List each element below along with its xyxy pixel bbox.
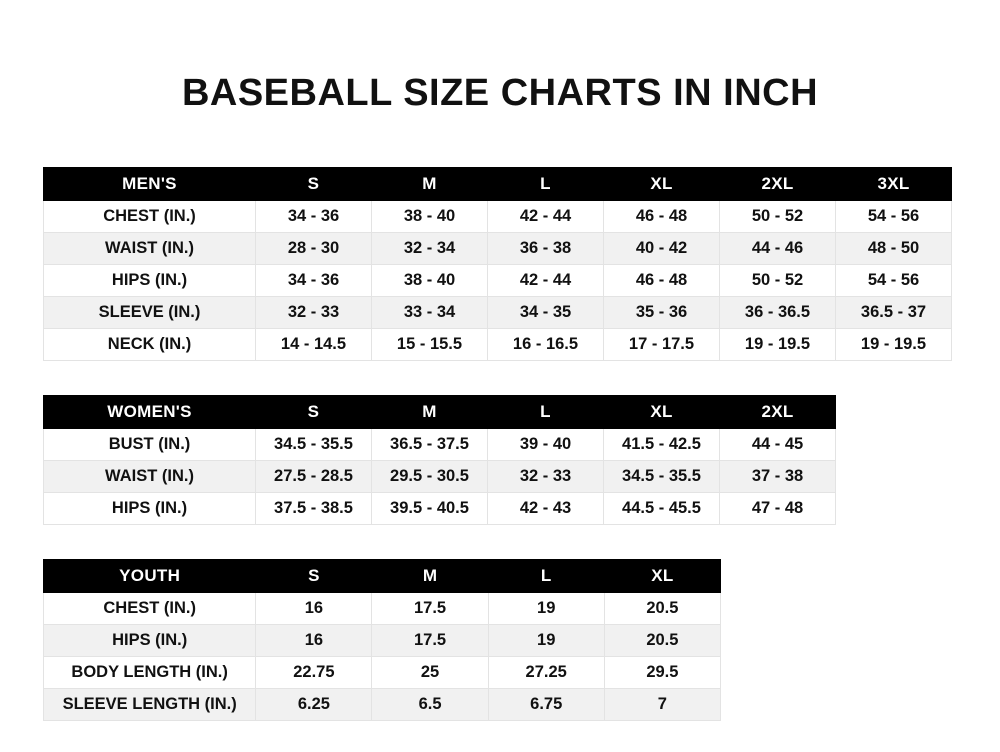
row-label: HIPS (IN.) bbox=[44, 625, 256, 657]
table-row bbox=[44, 265, 952, 297]
table-cell: 50 - 52 bbox=[720, 265, 836, 297]
row-label: CHEST (IN.) bbox=[44, 593, 256, 625]
column-header: WOMEN'S bbox=[44, 396, 256, 429]
column-header: M bbox=[372, 168, 488, 201]
table-cell: 6.75 bbox=[488, 689, 604, 721]
table-cell: 6.5 bbox=[372, 689, 488, 721]
table-header-row bbox=[44, 560, 721, 593]
table-cell: 17 - 17.5 bbox=[604, 329, 720, 361]
table-cell: 32 - 33 bbox=[256, 297, 372, 329]
table-cell: 34 - 36 bbox=[256, 201, 372, 233]
womens-size-table bbox=[43, 395, 836, 525]
table-cell: 42 - 44 bbox=[488, 265, 604, 297]
column-header: XL bbox=[604, 396, 720, 429]
table-cell: 19 - 19.5 bbox=[836, 329, 952, 361]
row-label: HIPS (IN.) bbox=[44, 265, 256, 297]
column-header: M bbox=[372, 560, 488, 593]
youth-size-table bbox=[43, 559, 721, 721]
table-cell: 19 - 19.5 bbox=[720, 329, 836, 361]
table-cell: 47 - 48 bbox=[720, 493, 836, 525]
column-header: L bbox=[488, 560, 604, 593]
table-cell: 25 bbox=[372, 657, 488, 689]
table-cell: 37.5 - 38.5 bbox=[256, 493, 372, 525]
table-cell: 27.5 - 28.5 bbox=[256, 461, 372, 493]
table-cell: 34 - 35 bbox=[488, 297, 604, 329]
table-cell: 54 - 56 bbox=[836, 265, 952, 297]
table-cell: 14 - 14.5 bbox=[256, 329, 372, 361]
mens-size-table bbox=[43, 167, 952, 361]
table-cell: 32 - 34 bbox=[372, 233, 488, 265]
table-row bbox=[44, 689, 721, 721]
row-label: SLEEVE LENGTH (IN.) bbox=[44, 689, 256, 721]
table-cell: 34.5 - 35.5 bbox=[604, 461, 720, 493]
table-cell: 39.5 - 40.5 bbox=[372, 493, 488, 525]
table-cell: 28 - 30 bbox=[256, 233, 372, 265]
table-cell: 19 bbox=[488, 625, 604, 657]
table-row bbox=[44, 201, 952, 233]
row-label: NECK (IN.) bbox=[44, 329, 256, 361]
table-row bbox=[44, 329, 952, 361]
column-header: XL bbox=[604, 168, 720, 201]
table-cell: 46 - 48 bbox=[604, 201, 720, 233]
row-label: WAIST (IN.) bbox=[44, 233, 256, 265]
table-row bbox=[44, 593, 721, 625]
table-cell: 44 - 45 bbox=[720, 429, 836, 461]
table-cell: 44 - 46 bbox=[720, 233, 836, 265]
table-row bbox=[44, 461, 836, 493]
table-cell: 22.75 bbox=[256, 657, 372, 689]
row-label: BUST (IN.) bbox=[44, 429, 256, 461]
table-cell: 27.25 bbox=[488, 657, 604, 689]
table-spacer bbox=[43, 361, 957, 395]
table-cell: 29.5 bbox=[604, 657, 720, 689]
table-cell: 38 - 40 bbox=[372, 201, 488, 233]
table-cell: 16 bbox=[256, 625, 372, 657]
table-row bbox=[44, 233, 952, 265]
table-cell: 42 - 43 bbox=[488, 493, 604, 525]
row-label: WAIST (IN.) bbox=[44, 461, 256, 493]
table-cell: 46 - 48 bbox=[604, 265, 720, 297]
table-cell: 16 - 16.5 bbox=[488, 329, 604, 361]
table-header-row bbox=[44, 168, 952, 201]
table-cell: 34.5 - 35.5 bbox=[256, 429, 372, 461]
table-spacer bbox=[43, 525, 957, 559]
column-header: L bbox=[488, 396, 604, 429]
tables-container bbox=[0, 167, 1000, 721]
table-cell: 44.5 - 45.5 bbox=[604, 493, 720, 525]
table-cell: 17.5 bbox=[372, 593, 488, 625]
column-header: S bbox=[256, 396, 372, 429]
table-cell: 7 bbox=[604, 689, 720, 721]
row-label: SLEEVE (IN.) bbox=[44, 297, 256, 329]
table-row bbox=[44, 429, 836, 461]
table-cell: 33 - 34 bbox=[372, 297, 488, 329]
table-cell: 42 - 44 bbox=[488, 201, 604, 233]
row-label: HIPS (IN.) bbox=[44, 493, 256, 525]
table-cell: 37 - 38 bbox=[720, 461, 836, 493]
table-cell: 41.5 - 42.5 bbox=[604, 429, 720, 461]
table-cell: 16 bbox=[256, 593, 372, 625]
table-cell: 39 - 40 bbox=[488, 429, 604, 461]
table-cell: 19 bbox=[488, 593, 604, 625]
table-cell: 36.5 - 37.5 bbox=[372, 429, 488, 461]
page-title: BASEBALL SIZE CHARTS IN INCH bbox=[181, 72, 819, 114]
column-header: XL bbox=[604, 560, 720, 593]
table-cell: 20.5 bbox=[604, 593, 720, 625]
table-cell: 35 - 36 bbox=[604, 297, 720, 329]
table-row bbox=[44, 493, 836, 525]
column-header: L bbox=[488, 168, 604, 201]
table-cell: 36 - 38 bbox=[488, 233, 604, 265]
table-cell: 40 - 42 bbox=[604, 233, 720, 265]
table-cell: 38 - 40 bbox=[372, 265, 488, 297]
table-cell: 34 - 36 bbox=[256, 265, 372, 297]
column-header: 2XL bbox=[720, 396, 836, 429]
column-header: YOUTH bbox=[44, 560, 256, 593]
table-cell: 36.5 - 37 bbox=[836, 297, 952, 329]
table-cell: 50 - 52 bbox=[720, 201, 836, 233]
column-header: S bbox=[256, 560, 372, 593]
row-label: CHEST (IN.) bbox=[44, 201, 256, 233]
column-header: S bbox=[256, 168, 372, 201]
row-label: BODY LENGTH (IN.) bbox=[44, 657, 256, 689]
table-cell: 6.25 bbox=[256, 689, 372, 721]
table-cell: 29.5 - 30.5 bbox=[372, 461, 488, 493]
table-cell: 17.5 bbox=[372, 625, 488, 657]
table-cell: 54 - 56 bbox=[836, 201, 952, 233]
table-header-row bbox=[44, 396, 836, 429]
table-row bbox=[44, 625, 721, 657]
column-header: M bbox=[372, 396, 488, 429]
column-header: 2XL bbox=[720, 168, 836, 201]
column-header: MEN'S bbox=[44, 168, 256, 201]
table-cell: 20.5 bbox=[604, 625, 720, 657]
table-cell: 15 - 15.5 bbox=[372, 329, 488, 361]
table-row bbox=[44, 297, 952, 329]
table-cell: 48 - 50 bbox=[836, 233, 952, 265]
table-cell: 32 - 33 bbox=[488, 461, 604, 493]
table-cell: 36 - 36.5 bbox=[720, 297, 836, 329]
column-header: 3XL bbox=[836, 168, 952, 201]
table-row bbox=[44, 657, 721, 689]
